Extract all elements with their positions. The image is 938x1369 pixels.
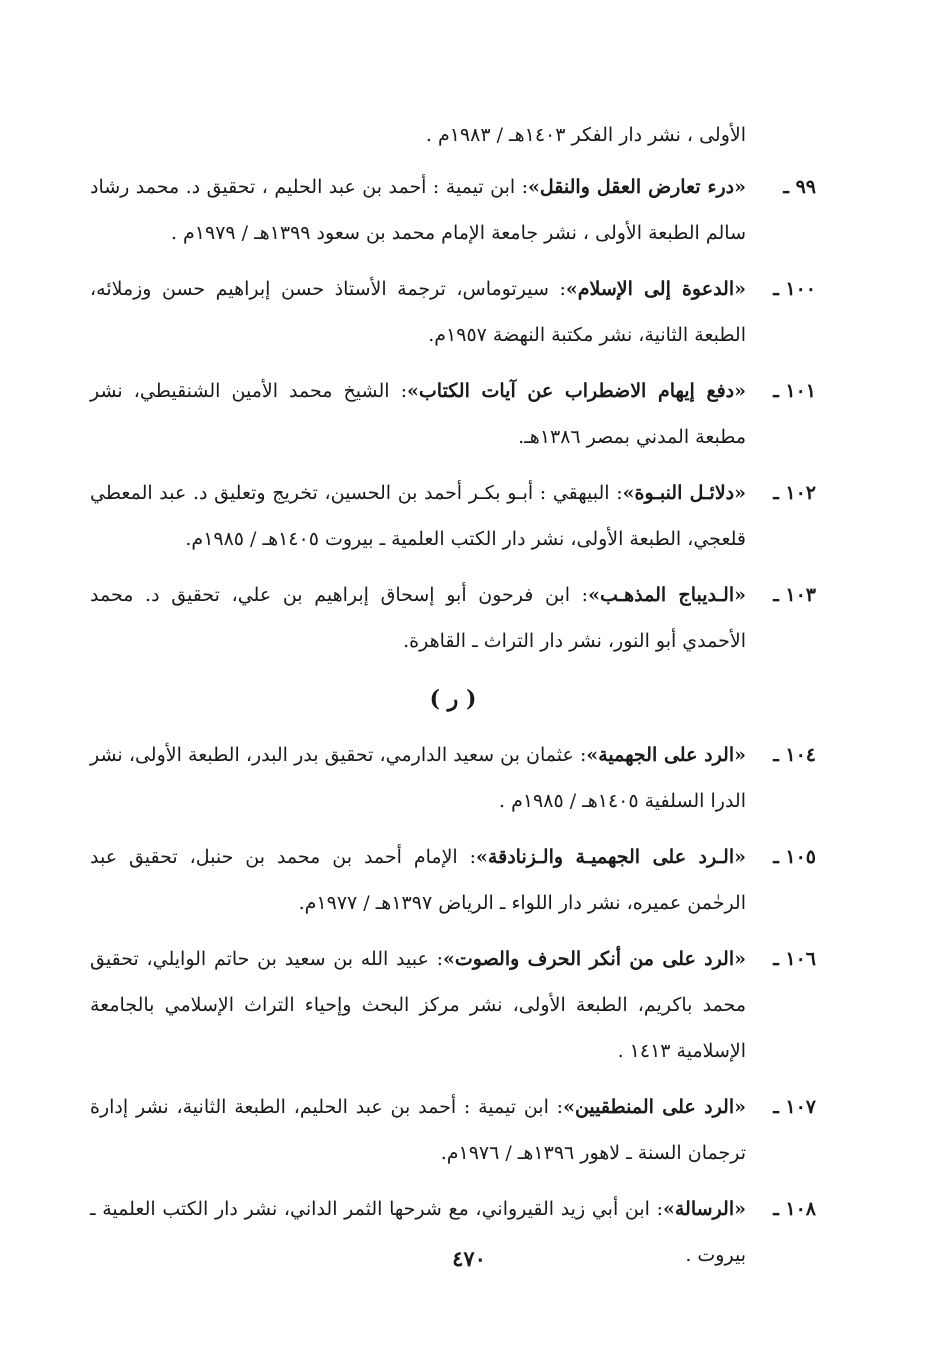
bibliography-entry bbox=[90, 834, 816, 926]
bibliography-entry bbox=[90, 1084, 816, 1176]
entry-title: «الدعوة إلى الإسلام» bbox=[565, 278, 747, 300]
entry-number: ١٠٥ ـ bbox=[773, 846, 816, 868]
entry-body: : عثمان بن سعيد الدارمي، تحقيق بدر البدر، الطبعة الأولى، نشر الدرا السلفية ١٤٠٥هـ / ١٩٨٥م . bbox=[90, 744, 746, 812]
bibliography-entry bbox=[90, 572, 816, 664]
bibliography-entry bbox=[90, 732, 816, 824]
entry-body: : عبيد الله بن سعيد بن حاتم الوايلي، تحقيق محمد باكريم، الطبعة الأولى، نشر مركز البحث وإحياء التراث الإسلامي بالجامعة الإسلامية ١٤١٣ . bbox=[90, 948, 746, 1062]
entry-title: «درء تعارض العقل والنقل» bbox=[528, 176, 746, 198]
entry-number: ١٠١ ـ bbox=[773, 380, 816, 402]
entry-body: : ابن فرحون أبو إسحاق إبراهيم بن علي، تحقيق د. محمد الأحمدي أبو النور، نشر دار التراث ـ القاهرة. bbox=[90, 584, 746, 652]
entry-title: «الرد على من أنكر الحرف والصوت» bbox=[443, 948, 746, 970]
entry-number: ١٠٣ ـ bbox=[773, 584, 816, 606]
continuation-line: الأولى ، نشر دار الفكر ١٤٠٣هـ / ١٩٨٣م . bbox=[425, 124, 746, 146]
entry-body: : ابن تيمية : أحمد بن عبد الحليم ، تحقيق د. محمد رشاد سالم الطبعة الأولى ، نشر جامعة الإمام محمد بن سعود ١٣٩٩هـ / ١٩٧٩م . bbox=[90, 176, 746, 244]
entry-title: «دلائـل النبـوة» bbox=[622, 482, 747, 504]
entry-title: «الرسالة» bbox=[663, 1198, 746, 1220]
entry-number: ١٠٧ ـ bbox=[773, 1096, 816, 1118]
bibliography-entry bbox=[90, 164, 816, 256]
entry-number: ١٠٤ ـ bbox=[773, 744, 816, 766]
entry-title: «دفع إيهام الاضطراب عن آيات الكتاب» bbox=[407, 380, 747, 402]
entry-number: ١٠٦ ـ bbox=[773, 948, 816, 970]
entry-body: : ابن أبي زيد القيرواني، مع شرحها الثمر الداني، نشر دار الكتب العلمية ـ بيروت . bbox=[90, 1198, 746, 1266]
entry-number: ١٠٢ ـ bbox=[773, 482, 816, 504]
entry-number: ٩٩ ـ bbox=[783, 176, 816, 198]
bibliography-entry bbox=[90, 266, 816, 358]
entry-body: : البيهقي : أبـو بكـر أحمد بن الحسين، تخريج وتعليق د. عبد المعطي قلعجي، الطبعة الأولى، نشر دار الكتب العلمية ـ بيروت ١٤٠٥هـ / ١٩٨٥م. bbox=[90, 482, 746, 550]
page-number: ٤٧٠ bbox=[452, 1246, 486, 1271]
entry-title: «الرد على الجهمية» bbox=[586, 744, 746, 766]
bibliography-entry bbox=[90, 936, 816, 1074]
entry-body: : الشيخ محمد الأمين الشنقيطي، نشر مطبعة المدني بمصر ١٣٨٦هـ. bbox=[90, 380, 746, 448]
bibliography-page bbox=[90, 112, 816, 1288]
entry-number: ١٠٠ ـ bbox=[773, 278, 816, 300]
entry-body: : الإمام أحمد بن محمد بن حنبل، تحقيق عبد الرحٰمن عميره، نشر دار اللواء ـ الرياض ١٣٩٧هـ / ١٩٧٧م. bbox=[90, 846, 746, 914]
entry-number: ١٠٨ ـ bbox=[773, 1198, 816, 1220]
bibliography-entry bbox=[90, 368, 816, 460]
entry-title: «الـديباج المذهـب» bbox=[588, 584, 746, 606]
entry-title: «الـرد على الجهميـة والـزنادقة» bbox=[476, 846, 746, 868]
entry-title: «الرد على المنطقيين» bbox=[563, 1096, 746, 1118]
bibliography-entry bbox=[90, 470, 816, 562]
section-heading: ( ر ) bbox=[429, 686, 477, 712]
entry-body: : سيرتوماس، ترجمة الأستاذ حسن إبراهيم حسن وزملائه، الطبعة الثانية، نشر مكتبة النهضة ١٩٥٧م. bbox=[90, 278, 746, 346]
entry-body: : ابن تيمية : أحمد بن عبد الحليم، الطبعة الثانية، نشر إدارة ترجمان السنة ـ لاهور ١٣٩٦هـ / ١٩٧٦م. bbox=[90, 1096, 746, 1164]
